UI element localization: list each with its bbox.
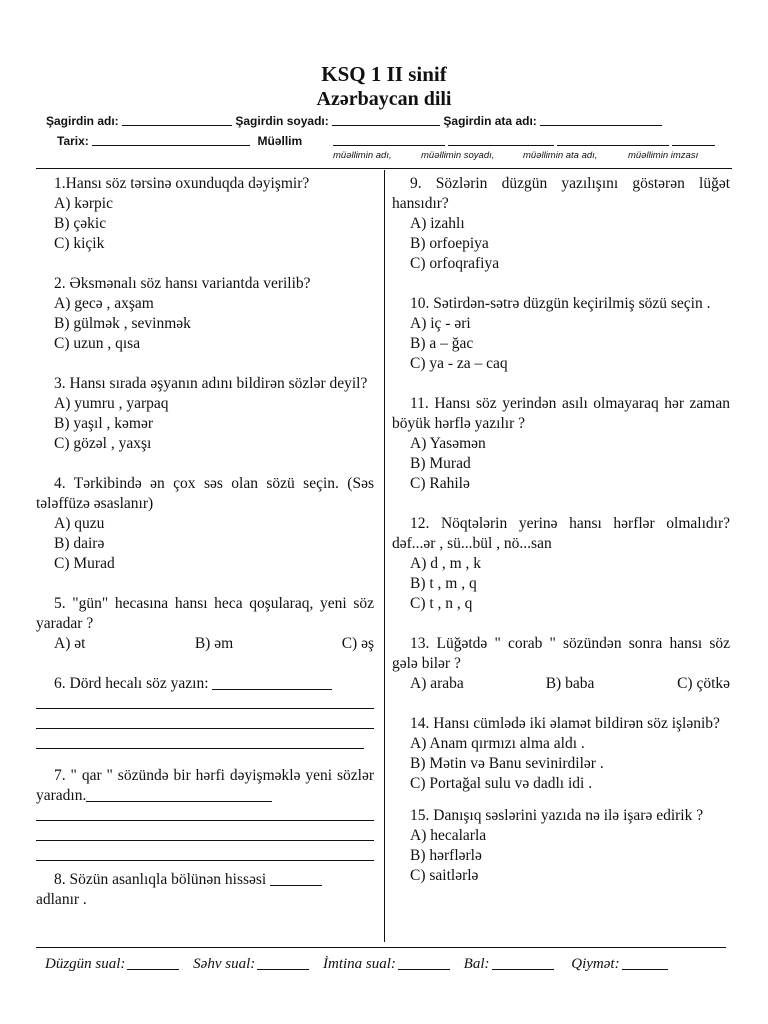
column-divider xyxy=(384,170,385,942)
teacher-surname-line[interactable] xyxy=(448,145,554,146)
q7-answer-line-2[interactable] xyxy=(36,826,374,841)
student-name-label: Şagirdin adı: xyxy=(46,114,119,128)
question-6: 6. Dörd hecalı söz yazın: xyxy=(54,675,209,692)
question-8-row xyxy=(36,870,374,890)
q13-option-c[interactable]: C) çötkə xyxy=(677,675,731,692)
student-surname-label: Şagirdin soyadı: xyxy=(235,114,329,128)
question-10: 10. Sətirdən-sətrə düzgün keçirilmiş sözü seçin . xyxy=(410,295,711,312)
question-8: 8. Sözün asanlıqla bölünən hissəsi xyxy=(54,871,267,888)
q7-answer-line-1[interactable] xyxy=(36,806,374,821)
q9-option-b[interactable]: B) orfoepiya xyxy=(410,235,489,252)
correct-field[interactable] xyxy=(127,955,179,970)
q2-option-c[interactable]: C) uzun , qısa xyxy=(54,335,141,352)
q5-options xyxy=(36,634,374,654)
question-9: 9. Sözlərin düzgün yazılışını göstərən lüğət hansıdır? xyxy=(392,175,730,212)
q14-option-a[interactable]: A) Anam qırmızı alma aldı . xyxy=(410,735,585,752)
question-7-row xyxy=(36,766,374,806)
q10-option-c[interactable]: C) ya - za – caq xyxy=(410,355,508,372)
q11-option-b[interactable]: B) Murad xyxy=(410,455,471,472)
q12-option-c[interactable]: C) t , n , q xyxy=(410,595,473,612)
q1-option-a[interactable]: A) kərpic xyxy=(54,195,113,212)
teacher-name-caption: müəllimin adı, xyxy=(333,150,392,161)
q13-option-b[interactable]: B) baba xyxy=(545,675,595,692)
q2-option-a[interactable]: A) gecə , axşam xyxy=(54,295,154,312)
student-father-label: Şagirdin ata adı: xyxy=(443,114,537,128)
q2-option-b[interactable]: B) gülmək , sevinmək xyxy=(54,315,191,332)
teacher-signature-line[interactable] xyxy=(672,145,715,146)
q7-answer-blank[interactable] xyxy=(86,787,272,802)
date-field[interactable] xyxy=(92,133,250,146)
grade-label: Qiymət: xyxy=(571,956,620,972)
q1-option-c[interactable]: C) kiçik xyxy=(54,235,105,252)
teacher-name-line[interactable] xyxy=(333,145,445,146)
top-divider xyxy=(36,168,732,169)
points-field[interactable] xyxy=(492,955,554,970)
student-name-field[interactable] xyxy=(122,113,232,126)
q8-answer-blank[interactable] xyxy=(270,871,322,886)
q1-option-b[interactable]: B) çəkic xyxy=(54,215,107,232)
q6-answer-line-1[interactable] xyxy=(36,694,374,709)
q4-option-b[interactable]: B) dairə xyxy=(54,535,105,552)
q12-option-b[interactable]: B) t , m , q xyxy=(410,575,477,592)
q15-option-a[interactable]: A) hecalarla xyxy=(410,827,487,844)
question-4: 4. Tərkibində ən çox səs olan sözü seçin. (Səs tələffüzə əsaslanır) xyxy=(36,475,374,512)
q13-options xyxy=(392,674,730,694)
question-2: 2. Əksmənalı söz hansı variantda verilib? xyxy=(54,275,311,292)
date-teacher-row xyxy=(57,133,302,148)
q15-option-c[interactable]: C) saitlərlə xyxy=(410,867,479,884)
skipped-label: İmtina sual: xyxy=(323,956,396,972)
question-5: 5. "gün" hecasına hansı heca qoşularaq, yeni söz yaradar ? xyxy=(36,595,374,632)
q4-option-a[interactable]: A) quzu xyxy=(54,515,105,532)
points-label: Bal: xyxy=(463,956,490,972)
subject-title: Azərbaycan dili xyxy=(316,88,452,110)
question-12: 12. Nöqtələrin yerinə hansı hərflər olmalıdır? dəf...ər , sü...bül , nö...san xyxy=(392,515,730,552)
student-info-row xyxy=(46,113,662,128)
q3-option-a[interactable]: A) yumru , yarpaq xyxy=(54,395,169,412)
question-14: 14. Hansı cümlədə iki əlamət bildirən söz işlənib? xyxy=(410,715,720,732)
teacher-father-caption: müəllimin ata adı, xyxy=(523,150,598,161)
q11-option-c[interactable]: C) Rahilə xyxy=(410,475,470,492)
question-7: 7. " qar " sözündə bir hərfi dəyişməklə yeni sözlər yaradın. xyxy=(36,767,374,804)
wrong-field[interactable] xyxy=(257,955,309,970)
q5-option-b[interactable]: B) əm xyxy=(194,635,234,652)
grade-field[interactable] xyxy=(622,955,668,970)
q14-option-b[interactable]: B) Mətin və Banu sevinirdilər . xyxy=(410,755,604,772)
q10-option-b[interactable]: B) a – ğac xyxy=(410,335,474,352)
bottom-divider xyxy=(36,947,726,948)
q4-option-c[interactable]: C) Murad xyxy=(54,555,115,572)
q9-option-a[interactable]: A) izahlı xyxy=(410,215,465,232)
q15-option-b[interactable]: B) hərflərlə xyxy=(410,847,482,864)
student-surname-field[interactable] xyxy=(332,113,440,126)
q6-answer-line-3[interactable] xyxy=(36,734,364,749)
skipped-field[interactable] xyxy=(398,955,450,970)
q10-option-a[interactable]: A) iç - əri xyxy=(410,315,471,332)
q3-option-c[interactable]: C) gözəl , yaxşı xyxy=(54,435,152,452)
question-3: 3. Hansı sırada əşyanın adını bildirən sözlər deyil? xyxy=(54,375,368,392)
q12-option-a[interactable]: A) d , m , k xyxy=(410,555,482,572)
q6-answer-blank[interactable] xyxy=(212,675,332,690)
question-13: 13. Lüğətdə " corab " sözündən sonra hansı söz gələ bilər ? xyxy=(392,635,730,672)
right-column xyxy=(392,174,730,886)
q3-option-b[interactable]: B) yaşıl , kəmər xyxy=(54,415,154,432)
student-father-field[interactable] xyxy=(540,113,662,126)
question-15: 15. Danışıq səslərini yazıda nə ilə işarə edirik ? xyxy=(410,807,704,824)
teacher-surname-caption: müəllimin soyadı, xyxy=(421,150,495,161)
q9-option-c[interactable]: C) orfoqrafiya xyxy=(410,255,500,272)
q14-option-c[interactable]: C) Portağal sulu və dadlı idi . xyxy=(410,775,593,792)
left-column xyxy=(36,174,374,910)
question-8-end: adlanır . xyxy=(36,891,87,908)
q7-answer-line-3[interactable] xyxy=(36,846,374,861)
teacher-label: Müəllim xyxy=(257,134,303,148)
date-label: Tarix: xyxy=(57,134,89,148)
q6-answer-line-2[interactable] xyxy=(36,714,374,729)
teacher-signature-caption: müəllimin imzası xyxy=(628,150,699,161)
correct-label: Düzgün sual: xyxy=(45,956,126,972)
question-6-row xyxy=(36,674,374,694)
q13-option-a[interactable]: A) araba xyxy=(410,675,464,692)
score-footer xyxy=(45,955,725,973)
page-title: KSQ 1 II sinif xyxy=(321,62,447,86)
teacher-father-line[interactable] xyxy=(557,145,669,146)
wrong-label: Səhv sual: xyxy=(193,956,256,972)
question-11: 11. Hansı söz yerindən asılı olmayaraq hər zaman böyük hərflə yazılır ? xyxy=(392,395,730,432)
q5-option-c[interactable]: C) əş xyxy=(341,635,375,652)
question-1: 1.Hansı söz tərsinə oxunduqda dəyişmir? xyxy=(54,175,310,192)
q5-option-a[interactable]: A) ət xyxy=(54,635,86,652)
q11-option-a[interactable]: A) Yasəmən xyxy=(410,435,486,452)
